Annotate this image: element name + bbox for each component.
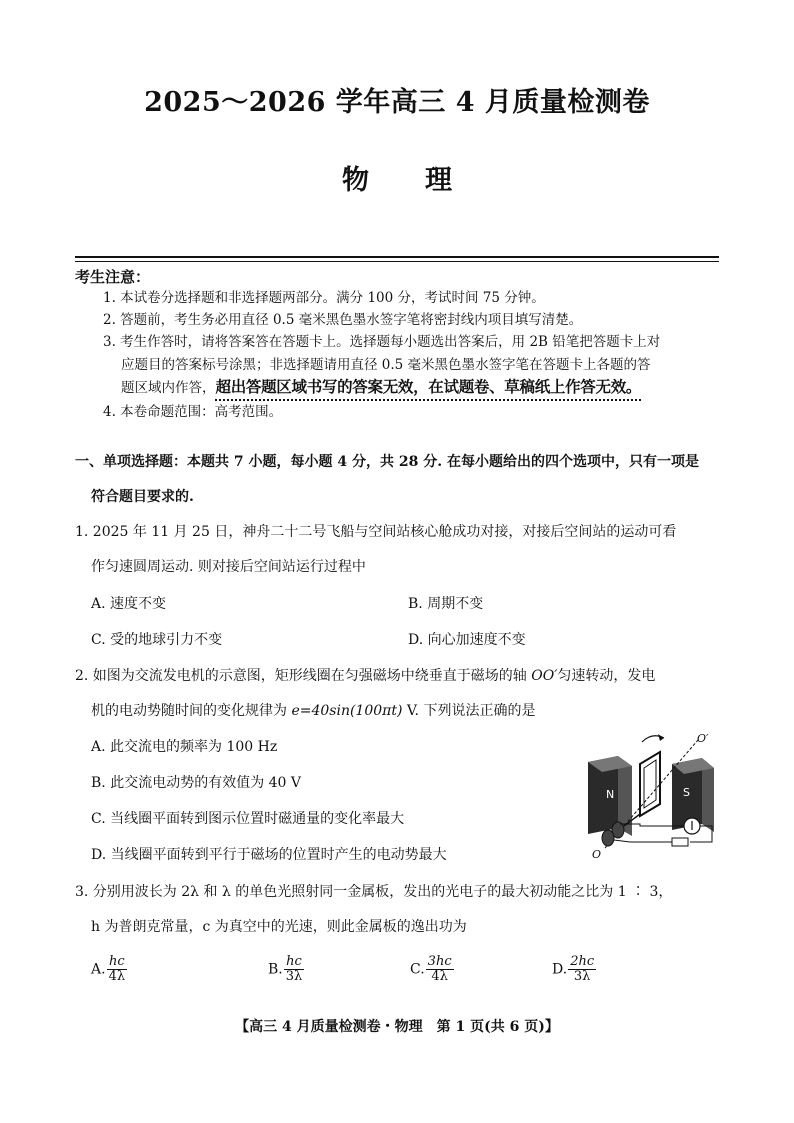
q1-option-b: B. 周期不变	[408, 596, 484, 612]
q3-option-a-label: A.	[91, 961, 106, 978]
subject-title	[0, 158, 794, 197]
divider-thin	[75, 261, 719, 262]
q3-option-a-denominator: 4λ	[108, 969, 126, 984]
rotation-arrow-head	[658, 734, 664, 741]
axis-bottom-label: O	[592, 848, 602, 861]
q3-option-d-fraction	[568, 955, 596, 984]
q2-stem-line-2	[91, 701, 535, 721]
q3-option-b	[268, 955, 304, 984]
q2-stem-text-d: V. 下列说法正确的是	[402, 703, 536, 719]
q3-option-b-denominator: 3λ	[285, 969, 303, 984]
q3-stem-line-1: 3. 分别用波长为 2λ 和 λ 的单色光照射同一金属板，发出的光电子的最大初动能之比为 1 ∶ 3，	[75, 884, 673, 900]
notice-item-3-line-3-start: 题区域内作答，	[121, 380, 216, 396]
q1-stem-line-1: 1. 2025 年 11 月 25 日，神舟二十二号飞船与空间站核心舱成功对接，对接后空间站的运动可看	[75, 524, 677, 540]
magnet-n-label: N	[606, 788, 615, 801]
section-1-heading-cont: 符合题目要求的.	[91, 489, 194, 505]
circuit-wire-bottom	[614, 840, 672, 842]
q3-option-c-denominator: 4λ	[431, 969, 448, 984]
notice-item-3-line-2: 应题目的答案标号涂黑；非选择题请用直径 0.5 毫米黑色墨水签字笔在答题卡上各题的答	[121, 357, 651, 373]
notice-item-4: 4. 本卷命题范围：高考范围。	[103, 404, 283, 420]
q3-option-c-numerator: 3hc	[427, 954, 452, 969]
notice-item-1: 1. 本试卷分选择题和非选择题两部分。满分 100 分，考试时间 75 分钟。	[103, 290, 545, 306]
q3-option-d	[552, 955, 596, 984]
page-footer: 【高三 4 月质量检测卷・物理 第 1 页(共 6 页)】	[235, 1019, 559, 1035]
q2-emf-formula: e=40sin(100πt)	[291, 703, 403, 719]
section-1-heading: 一、单项选择题：本题共 7 小题，每小题 4 分，共 28 分. 在每小题给出的四个选项中，只有一项是	[75, 454, 699, 470]
q3-option-d-numerator: 2hc	[570, 954, 595, 969]
q3-option-a-fraction	[107, 955, 128, 984]
q1-option-d: D. 向心加速度不变	[408, 632, 526, 648]
slip-ring-2	[602, 830, 614, 846]
notice-item-2: 2. 答题前，考生务必用直径 0.5 毫米黑色墨水签字笔将密封线内项目填写清楚。	[103, 312, 583, 328]
q2-stem-text-a: 2. 如图为交流发电机的示意图，矩形线圈在匀强磁场中绕垂直于磁场的轴	[75, 668, 532, 684]
q3-option-a	[91, 955, 127, 984]
q3-option-d-denominator: 3λ	[573, 969, 591, 984]
q3-option-d-label: D.	[552, 961, 568, 978]
notice-emphasis: 超出答题区域书写的答案无效，在试题卷、草稿纸上作答无效。	[215, 377, 642, 396]
resistor-icon	[672, 838, 688, 846]
rectangular-coil	[640, 752, 660, 816]
subject-char-2: 理	[425, 165, 452, 196]
notice-heading: 考生注意：	[75, 268, 151, 286]
q2-stem-text-c: 机的电动势随时间的变化规律为	[91, 703, 292, 719]
notice-item-3-line-3	[121, 377, 641, 398]
q1-option-c: C. 受的地球引力不变	[91, 632, 223, 648]
divider-thick	[75, 256, 719, 258]
q1-stem-line-2: 作匀速圆周运动. 则对接后空间站运行过程中	[91, 559, 366, 575]
q3-option-a-numerator: hc	[107, 955, 128, 970]
q2-stem-text-b: 匀速转动，发电	[557, 668, 656, 684]
ac-generator-figure	[580, 728, 720, 863]
q3-option-b-label: B.	[268, 961, 283, 978]
q3-option-b-numerator: hc	[284, 955, 305, 970]
q2-option-d: D. 当线圈平面转到平行于磁场的位置时产生的电动势最大	[91, 847, 447, 863]
q3-option-c	[410, 955, 454, 984]
q2-stem-line-1	[75, 666, 655, 686]
q2-option-a: A. 此交流电的频率为 100 Hz	[91, 739, 278, 755]
axis-top-label: O′	[697, 732, 709, 745]
q3-option-b-fraction	[284, 955, 305, 984]
subject-char-1: 物	[342, 165, 369, 196]
q2-axis-label: OO′	[531, 668, 558, 684]
magnet-s-label: S	[683, 786, 690, 799]
q3-stem-line-2: h 为普朗克常量，c 为真空中的光速，则此金属板的逸出功为	[91, 919, 467, 935]
q2-option-c: C. 当线圈平面转到图示位置时磁通量的变化率最大	[91, 811, 405, 827]
q3-option-c-fraction	[426, 955, 454, 984]
notice-item-3-line-1: 3. 考生作答时，请将答案答在答题卡上。选择题每小题选出答案后，用 2B 铅笔把答题卡上对	[103, 334, 661, 350]
q2-option-b: B. 此交流电动势的有效值为 40 V	[91, 775, 302, 791]
exam-title: 2025～2026 学年高三 4 月质量检测卷	[144, 87, 650, 118]
q1-option-a: A. 速度不变	[91, 596, 167, 612]
q3-option-c-label: C.	[410, 961, 425, 978]
